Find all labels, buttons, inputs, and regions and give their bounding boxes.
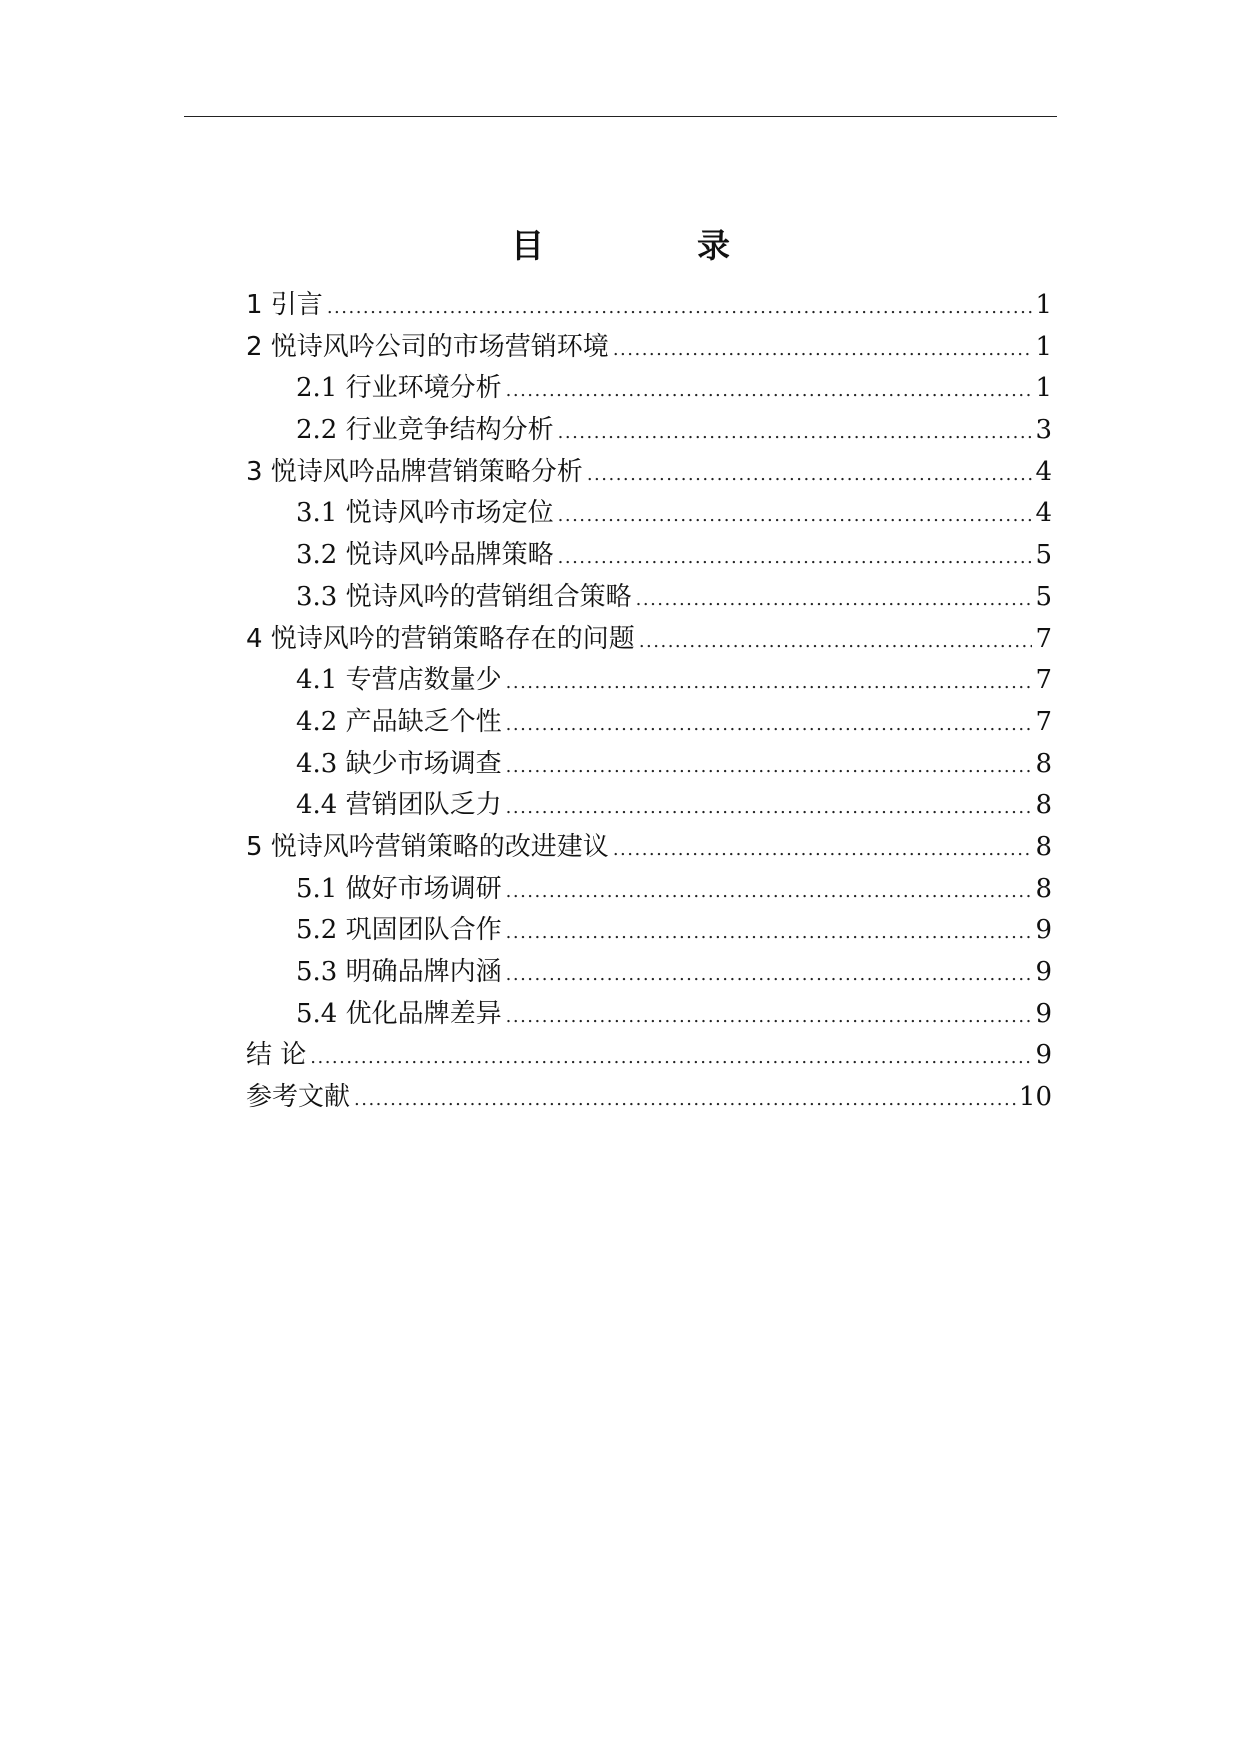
toc-entry-page: 5 [1035, 540, 1052, 571]
toc-entry[interactable] [246, 701, 1052, 743]
toc-leader-dots [506, 756, 1033, 777]
toc-entry-label: 4.3 缺少市场调查 [296, 748, 502, 779]
toc-entry-label: 2.1 行业环境分析 [296, 373, 502, 404]
toc-leader-dots [506, 797, 1033, 818]
toc-entry[interactable] [246, 284, 1052, 326]
toc-entry-page: 9 [1035, 915, 1052, 946]
toc-entry-page: 10 [1018, 1082, 1052, 1113]
toc-entry-page: 4 [1035, 498, 1052, 529]
toc-entry[interactable] [246, 618, 1052, 660]
toc-leader-dots [327, 297, 1033, 318]
toc-entry-page: 8 [1035, 873, 1052, 904]
toc-entry-page: 8 [1035, 831, 1052, 862]
toc-entry-label: 3.1 悦诗风吟市场定位 [296, 498, 554, 529]
toc-entry-page: 8 [1035, 790, 1052, 821]
toc-entry-label: 4.1 专营店数量少 [296, 665, 502, 696]
toc-title: 目 录 [511, 226, 790, 265]
toc-entry-page: 1 [1035, 373, 1052, 404]
toc-entry[interactable] [246, 1076, 1052, 1118]
toc-entry-label: 5.4 优化品牌差异 [296, 998, 502, 1029]
toc-entry-label: 参考文献 [246, 1082, 351, 1113]
toc-entry-label: 4.4 营销团队乏力 [296, 790, 502, 821]
toc-entry-label: 5 悦诗风吟营销策略的改进建议 [246, 831, 609, 862]
toc-entry-label: 3 悦诗风吟品牌营销策略分析 [246, 456, 583, 487]
toc-entry-page: 8 [1035, 748, 1052, 779]
toc-leader-dots [506, 881, 1033, 902]
toc-entry-label: 4.2 产品缺乏个性 [296, 706, 502, 737]
toc-leader-dots [613, 839, 1033, 860]
toc-entry-label: 结 论 [246, 1040, 307, 1071]
toc-entry-page: 9 [1035, 998, 1052, 1029]
toc-entry[interactable] [246, 367, 1052, 409]
toc-leader-dots [639, 631, 1033, 652]
toc-leader-dots [506, 672, 1033, 693]
toc-entry[interactable] [246, 743, 1052, 785]
toc-entry-label: 5.2 巩固团队合作 [296, 915, 502, 946]
toc-leader-dots [354, 1089, 1016, 1110]
toc-entry-label: 3.2 悦诗风吟品牌策略 [296, 540, 554, 571]
toc-leader-dots [558, 422, 1033, 443]
toc-entry[interactable] [246, 993, 1052, 1035]
toc-entry-page: 9 [1035, 957, 1052, 987]
toc-leader-dots [587, 464, 1033, 485]
toc-leader-dots [310, 1047, 1032, 1068]
toc-entry-page: 1 [1035, 290, 1052, 320]
toc-entry-label: 3.3 悦诗风吟的营销组合策略 [296, 581, 632, 612]
toc-leader-dots [506, 922, 1033, 943]
table-of-contents [246, 284, 1052, 1118]
toc-entry-label: 5.1 做好市场调研 [296, 873, 502, 904]
toc-entry-label: 5.3 明确品牌内涵 [296, 957, 502, 987]
toc-entry-label: 2 悦诗风吟公司的市场营销环境 [246, 331, 609, 362]
toc-leader-dots [506, 714, 1033, 735]
toc-entry-label: 2.2 行业竞争结构分析 [296, 415, 554, 446]
toc-leader-dots [558, 547, 1033, 568]
toc-entry[interactable] [246, 534, 1052, 576]
toc-entry[interactable] [246, 326, 1052, 368]
toc-leader-dots [613, 339, 1033, 360]
toc-entry[interactable] [246, 826, 1052, 868]
toc-leader-dots [558, 505, 1033, 526]
toc-entry-page: 7 [1035, 623, 1052, 654]
toc-entry[interactable] [246, 659, 1052, 701]
toc-entry[interactable] [246, 576, 1052, 618]
toc-entry[interactable] [246, 909, 1052, 951]
toc-entry-page: 1 [1035, 331, 1052, 362]
toc-entry-page: 9 [1035, 1040, 1052, 1071]
toc-entry-label: 1 引言 [246, 290, 323, 320]
toc-entry[interactable] [246, 868, 1052, 910]
toc-entry-page: 5 [1035, 581, 1052, 612]
toc-leader-dots [506, 380, 1033, 401]
toc-entry[interactable] [246, 1034, 1052, 1076]
toc-entry-page: 7 [1035, 665, 1052, 696]
toc-entry-label: 4 悦诗风吟的营销策略存在的问题 [246, 623, 635, 654]
toc-leader-dots [506, 964, 1033, 985]
toc-leader-dots [506, 1006, 1033, 1027]
toc-entry[interactable] [246, 784, 1052, 826]
header-rule [184, 116, 1057, 117]
toc-leader-dots [636, 589, 1033, 610]
toc-entry-page: 4 [1035, 456, 1052, 487]
toc-entry[interactable] [246, 409, 1052, 451]
toc-entry-page: 7 [1035, 706, 1052, 737]
toc-entry[interactable] [246, 492, 1052, 534]
toc-entry[interactable] [246, 451, 1052, 493]
toc-entry-page: 3 [1035, 415, 1052, 446]
toc-entry[interactable] [246, 951, 1052, 993]
